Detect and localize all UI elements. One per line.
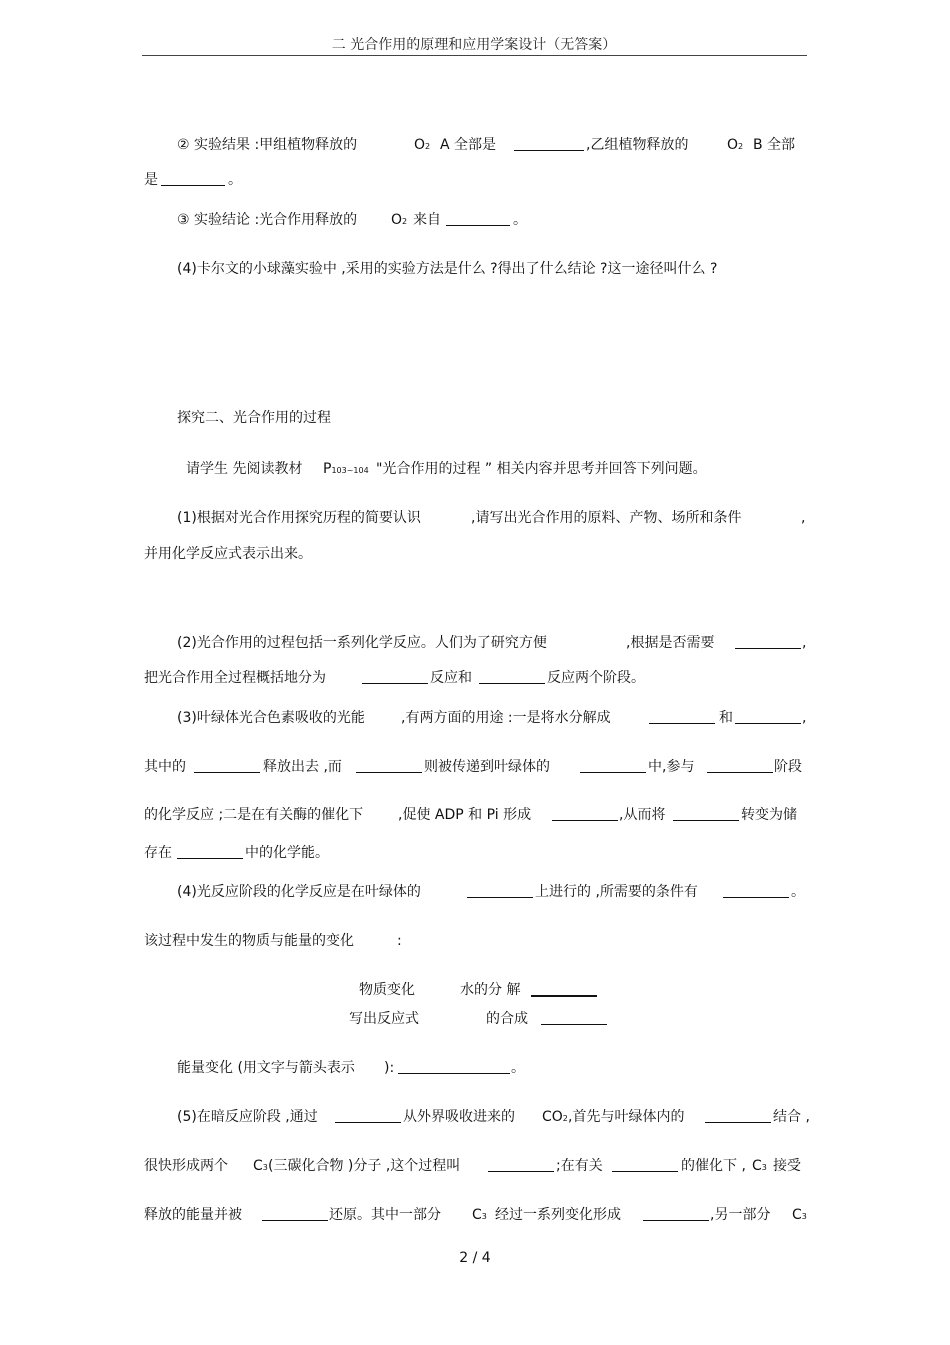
text: 阶段 (774, 759, 802, 775)
text: ,促使 ADP 和 Pi 形成 (398, 807, 532, 823)
answer-blank[interactable] (649, 709, 715, 724)
c3-formula: C3 (472, 1207, 487, 1223)
text: 的合成 (486, 1011, 528, 1027)
text: 转变为储 (741, 807, 797, 823)
answer-blank[interactable] (580, 758, 646, 773)
answer-blank[interactable] (479, 669, 545, 684)
text: 接受 (773, 1158, 801, 1174)
text: 是 (144, 172, 158, 188)
text: 从外界吸收进来的 (403, 1109, 515, 1125)
text: , (801, 510, 806, 526)
answer-blank[interactable] (262, 1206, 328, 1221)
answer-blank[interactable] (488, 1157, 554, 1172)
text: 则被传递到叶绿体的 (424, 759, 550, 775)
text: ,请写出光合作用的原料、产物、场所和条件 (471, 510, 742, 526)
o2-formula: O2 (414, 137, 431, 153)
c3-formula: C3 (253, 1158, 268, 1174)
answer-blank[interactable] (612, 1157, 678, 1172)
answer-blank[interactable] (335, 1108, 401, 1123)
text: "光合作用的过程 ” 相关内容并思考并回答下列问题。 (376, 461, 707, 477)
text: ,从而将 (619, 807, 666, 823)
answer-blank[interactable] (356, 758, 422, 773)
answer-blank[interactable] (735, 709, 801, 724)
c3-formula: C3 (792, 1207, 807, 1223)
answer-blank[interactable] (735, 634, 801, 649)
text: 物质变化 (359, 982, 415, 998)
text: 写出反应式 (349, 1011, 419, 1027)
answer-blank[interactable] (161, 171, 225, 186)
text: 释放的能量并被 (144, 1207, 242, 1223)
text: 反应和 (430, 670, 472, 686)
text: 。 (228, 172, 242, 188)
text: 上进行的 ,所需要的条件有 (535, 884, 698, 900)
answer-blank[interactable] (705, 1108, 771, 1123)
text: B 全部 (753, 137, 796, 153)
text: 。 (513, 212, 527, 228)
answer-blank[interactable] (723, 883, 789, 898)
text: 能量变化 (用文字与箭头表示 (177, 1060, 355, 1076)
text: ,另一部分 (710, 1207, 771, 1223)
text: 经过一系列变化形成 (495, 1207, 621, 1223)
text: 的催化下 , (681, 1158, 746, 1174)
text: 请学生 先阅读教材 (186, 461, 303, 477)
text: (1)根据对光合作用探究历程的简要认识 (177, 510, 421, 526)
answer-blank[interactable] (707, 758, 773, 773)
answer-blank[interactable] (194, 758, 260, 773)
text: 把光合作用全过程概括地分为 (144, 670, 326, 686)
answer-blank[interactable] (362, 669, 428, 684)
page-ref: P103~104 (323, 461, 369, 477)
answer-blank[interactable] (177, 844, 243, 859)
answer-blank[interactable] (446, 211, 510, 226)
text: ,根据是否需要 (626, 635, 715, 651)
page-number: 2 / 4 (459, 1250, 491, 1266)
o2-formula: O2 (727, 137, 744, 153)
text: 来自 (413, 212, 441, 228)
text: 该过程中发生的物质与能量的变化 (144, 933, 354, 949)
o2-formula: O2 (391, 212, 408, 228)
text: 中的化学能。 (245, 845, 329, 861)
text: : (397, 933, 402, 949)
text: 结合 , (773, 1109, 810, 1125)
text: ): (384, 1060, 395, 1076)
text: ;在有关 (556, 1158, 603, 1174)
answer-blank[interactable] (514, 136, 584, 151)
text: ,有两方面的用途 :一是将水分解成 (401, 710, 611, 726)
text: 很快形成两个 (144, 1158, 228, 1174)
answer-blank[interactable] (467, 883, 533, 898)
text: 的化学反应 ;二是在有关酶的催化下 (144, 807, 364, 823)
page-header: 二 光合作用的原理和应用学案设计（无答案） (331, 37, 617, 53)
text: (5)在暗反应阶段 ,通过 (177, 1109, 318, 1125)
text: (3)叶绿体光合色素吸收的光能 (177, 710, 365, 726)
text: ② 实验结果 :甲组植物释放的 (177, 137, 358, 153)
text: 存在 (144, 845, 172, 861)
section-heading: 探究二、光合作用的过程 (177, 410, 331, 426)
calvin-question: (4)卡尔文的小球藻实验中 ,采用的实验方法是什么 ?得出了什么结论 ?这一途径叫什么 ? (177, 261, 718, 277)
text: ,首先与叶绿体内的 (568, 1109, 685, 1125)
text: 反应两个阶段。 (547, 670, 645, 686)
c3-formula: C3 (752, 1158, 767, 1174)
text: ③ 实验结论 :光合作用释放的 (177, 212, 358, 228)
text: (2)光合作用的过程包括一系列化学反应。人们为了研究方便 (177, 635, 547, 651)
header-rule (142, 55, 807, 56)
text: 。 (511, 1060, 525, 1076)
text: 和 (719, 710, 733, 726)
answer-blank[interactable] (398, 1059, 510, 1074)
question-1-cont: 并用化学反应式表示出来。 (144, 546, 312, 562)
answer-blank[interactable] (643, 1206, 709, 1221)
text: (三碳化合物 )分子 ,这个过程叫 (268, 1158, 461, 1174)
text: 水的分 解 (460, 982, 521, 998)
answer-blank[interactable] (673, 806, 739, 821)
text: , (802, 635, 807, 651)
text: (4)光反应阶段的化学反应是在叶绿体的 (177, 884, 421, 900)
text: ,乙组植物释放的 (586, 137, 689, 153)
text: 。 (791, 884, 805, 900)
text: , (802, 710, 807, 726)
answer-blank[interactable] (531, 981, 597, 997)
text: 还原。其中一部分 (329, 1207, 441, 1223)
co2-formula: CO2 (542, 1109, 568, 1125)
text: A 全部是 (440, 137, 497, 153)
answer-blank[interactable] (552, 806, 618, 821)
answer-blank[interactable] (541, 1010, 607, 1025)
text: 其中的 (144, 759, 186, 775)
text: 中,参与 (648, 759, 695, 775)
text: 释放出去 ,而 (263, 759, 342, 775)
